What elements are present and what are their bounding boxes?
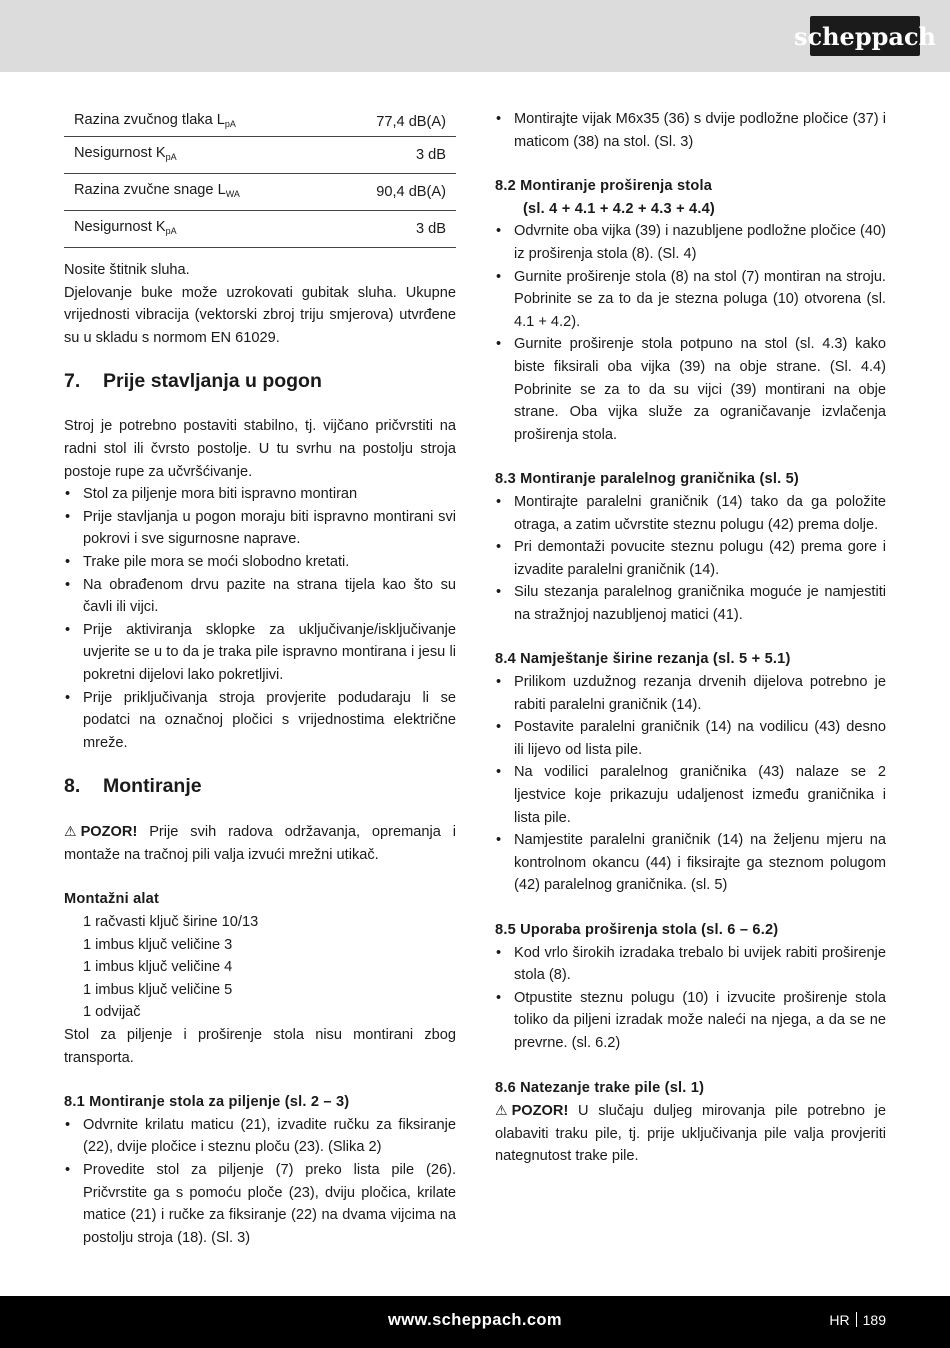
section-8-5-heading: 8.5 Uporaba proširenja stola (sl. 6 – 6.2) [495, 922, 779, 938]
spec-label: Nesigurnost K [74, 144, 166, 161]
footer-bar [0, 1296, 950, 1348]
list-item: • Gurnite proširenje stola (8) na stol (7) montiran na stroju. Pobrinite se za to da je stezna poluga (10) otvorena (sl. 4.1 + 4.2). [495, 266, 886, 334]
section-8-2-list [495, 220, 886, 446]
section-8-1-list [64, 1114, 456, 1250]
list-item: 1 odvijač [83, 1004, 141, 1021]
warning-text: Prije svih radova održavanja, opremanja i montaže na tračnoj pili valja izvući mrežni utikač. [64, 824, 456, 863]
section-8-3-heading: 8.3 Montiranje paralelnog graničnika (sl. 5) [495, 471, 799, 488]
spec-sub: pA [224, 118, 236, 129]
list-item: • Odvrnite oba vijka (39) i nazubljene podložne pločice (40) iz proširenja stola (8). (Sl. 4) [495, 220, 886, 265]
spec-label: Nesigurnost K [74, 218, 166, 235]
header-bar [0, 0, 950, 72]
list-item: • Na vodilici paralelnog graničnika (43) nalaze se 2 ljestvice koje prikazuju udaljenost između graničnika i lista pile. [495, 761, 886, 829]
tools-heading: Montažni alat [64, 891, 160, 908]
list-item: • Prije stavljanja u pogon moraju biti ispravno montirani svi pokrovi i sve sigurnosne naprave. [64, 506, 456, 551]
brand-logo: scheppach [810, 16, 920, 56]
spec-value: 90,4 dB(A) [324, 174, 456, 211]
transport-note: Stol za piljenje i proširenje stola nisu montirani zbog transporta. [64, 1027, 456, 1066]
list-item: 1 imbus ključ veličine 5 [83, 981, 233, 998]
footer-url[interactable]: www.scheppach.com [388, 1311, 562, 1329]
section-8-2-heading [495, 175, 886, 220]
spec-value: 77,4 dB(A) [324, 108, 456, 137]
list-item: 1 račvasti ključ širine 10/13 [83, 914, 259, 931]
section-8-6-warning [495, 1099, 886, 1168]
spec-sub: WA [225, 188, 240, 199]
list-item: • Montirajte vijak M6x35 (36) s dvije podložne pločice (37) i maticom (38) na stol. (Sl. 3) [495, 108, 886, 153]
list-item: • Prije priključivanja stroja provjerite podudaraju li se podatci na označnoj pločici s vrijednostima električne mreže. [64, 687, 456, 755]
list-item: • Pri demontaži povucite steznu polugu (42) prema gore i izvadite paralelni graničnik (14). [495, 536, 886, 581]
left-column [64, 108, 456, 1249]
section-number: 8. [64, 775, 81, 798]
section-7-heading [64, 369, 456, 393]
spec-value: 3 dB [324, 137, 456, 174]
list-item: • Kod vrlo širokih izradaka trebalo bi uvijek rabiti proširenje stola (8). [495, 942, 886, 987]
list-item: • Montirajte paralelni graničnik (14) tako da ga položite otraga, a zatim učvrstite steznu polugu (42) prema dolje. [495, 491, 886, 536]
list-item: • Prilikom uzdužnog rezanja drvenih dijelova potrebno je rabiti paralelni graničnik (14). [495, 671, 886, 716]
warning-label: POZOR! [511, 1103, 569, 1120]
list-item: • Silu stezanja paralelnog graničnika moguće je namjestiti na stražnjoj nazubljenoj matici (41). [495, 581, 886, 626]
heading-line: (sl. 4 + 4.1 + 4.2 + 4.3 + 4.4) [523, 200, 715, 217]
section-8-5-list [495, 942, 886, 1055]
list-item: • Trake pile mora se moći slobodno kretati. [64, 551, 456, 574]
table-row [64, 137, 456, 174]
list-item: • Gurnite proširenje stola potpuno na stol (sl. 4.3) kako biste fiksirali oba vijka (39) na obje strane. (Sl. 4.4) Pobrinite se za to da su vijci (39) montirani na obje strane. Oba vijka služe za ograničavanje izvlačenja proširenja stola. [495, 333, 886, 446]
section-8-1-heading: 8.1 Montiranje stola za piljenje (sl. 2 – 3) [64, 1094, 350, 1111]
table-row [64, 211, 456, 248]
spec-sub: pA [165, 151, 177, 162]
section-8-1-list-cont [495, 108, 886, 153]
heading-line: 8.2 Montiranje proširenja stola [495, 178, 713, 195]
section-8-6-heading: 8.6 Natezanje trake pile (sl. 1) [495, 1079, 705, 1096]
list-item: • Postavite paralelni graničnik (14) na vodilicu (43) desno ili lijevo od lista pile. [495, 716, 886, 761]
list-item: 1 imbus ključ veličine 3 [83, 936, 233, 953]
warning-label: POZOR! [80, 824, 138, 841]
list-item: 1 imbus ključ veličine 4 [83, 959, 233, 976]
list-item: • Odvrnite krilatu maticu (21), izvadite ručku za fiksiranje (22), dvije pločice i steznu ploču (23). (Slika 2) [64, 1114, 456, 1159]
section-7-list [64, 483, 456, 754]
section-7-intro: Stroj je potrebno postaviti stabilno, tj. vijčano pričvrstiti na radni stol ili čvrsto postolje. U tu svrhu na postolju stroja postoje rupe za učvršćivanje. [64, 418, 456, 480]
spec-sub: pA [165, 225, 177, 236]
right-column [495, 108, 886, 1168]
spec-label: Razina zvučne snage L [74, 181, 226, 198]
section-title: Montiranje [103, 775, 202, 798]
list-item: • Namjestite paralelni graničnik (14) na željenu mjeru na kontrolnom okancu (44) i fiksirajte ga steznom polugom (42) paralelnog graničnika. (sl. 5) [495, 829, 886, 897]
divider [856, 1312, 857, 1327]
section-8-4-list [495, 671, 886, 897]
noise-spec-table [64, 108, 456, 248]
section-8-heading [64, 774, 456, 798]
table-row [64, 108, 456, 137]
warning-icon: ⚠ [64, 823, 77, 840]
section-number: 7. [64, 370, 81, 393]
list-item: • Na obrađenom drvu pazite na strana tijela kao što su čavli ili vijci. [64, 574, 456, 619]
page-number: 189 [862, 1312, 886, 1328]
tools-list [64, 911, 456, 1024]
language-code: HR [829, 1312, 850, 1328]
section-8-4-heading: 8.4 Namještanje širine rezanja (sl. 5 + 5.1) [495, 651, 791, 668]
list-item: • Prije aktiviranja sklopke za uključivanje/isključivanje uvjerite se u to da je traka pile ispravno montirana i jesu li pokretni dijelovi lako pokretljivi. [64, 619, 456, 687]
list-item: • Provedite stol za piljenje (7) preko lista pile (26). Pričvrstite ga s pomoću ploče (23), dviju pločica, krilate matice (21) i ručke za fiksiranje (22) na dvama vijcima na postolju stroja (18). (Sl. 3) [64, 1159, 456, 1249]
spec-value: 3 dB [324, 211, 456, 248]
section-8-3-list [495, 491, 886, 627]
list-item: • Stol za piljenje mora biti ispravno montiran [64, 483, 456, 506]
section-8-warning [64, 820, 456, 866]
noise-text: Nosite štitnik sluha. Djelovanje buke može uzrokovati gubitak sluha. Ukupne vrijednosti vibracija (vektorski zbroj triju smjerova) utvrđene su u skladu s normom EN 61029. [64, 262, 456, 346]
page-reference [829, 1312, 886, 1328]
list-item: • Otpustite steznu polugu (10) i izvucite proširenje stola toliko da piljeni izradak može naleći na njega, a da se ne prevrne. (sl. 6.2) [495, 987, 886, 1055]
warning-icon: ⚠ [495, 1102, 508, 1119]
table-row [64, 174, 456, 211]
section-title: Prije stavljanja u pogon [103, 370, 322, 393]
warning-text: U slučaju duljeg mirovanja pile potrebno je olabaviti traku pile, tj. prije uključivanja pile valja provjeriti nategnutost trake pile. [495, 1103, 886, 1165]
spec-label: Razina zvučnog tlaka L [74, 111, 225, 128]
